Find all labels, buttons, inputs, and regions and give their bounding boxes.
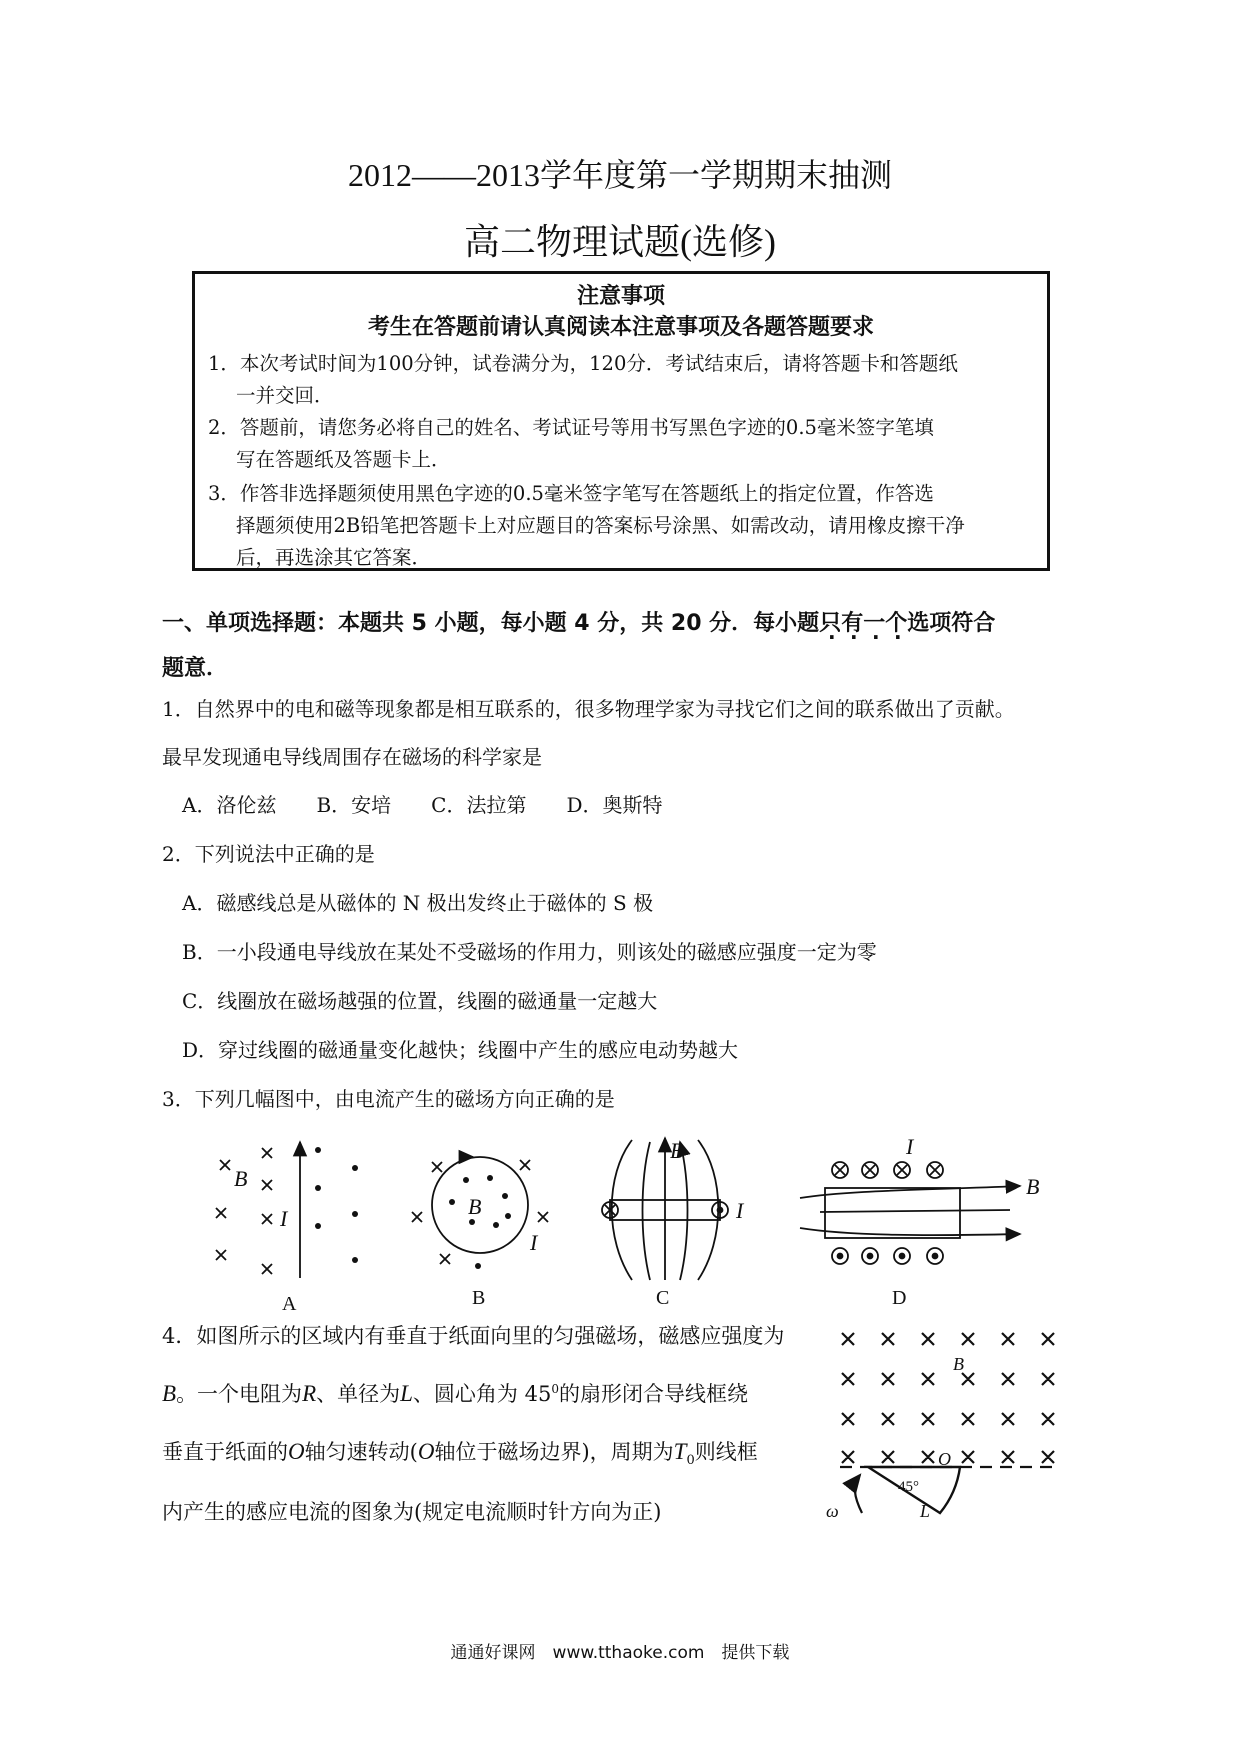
notice-subheading: 考生在答题前请认真阅读本注意事项及各题答题要求 — [367, 315, 874, 340]
question-4-line1: 4．如图所示的区域内有垂直于纸面向里的匀强磁场，磁感应强度为 — [162, 1324, 785, 1348]
exam-title: 2012——2013学年度第一学期期末抽测 — [347, 157, 892, 193]
notice-line: 择题须使用2B铅笔把答题卡上对应题目的答案标号涂黑、如需改动，请用橡皮擦干净 — [236, 514, 965, 537]
question-1-line2: 最早发现通电导线周围存在磁场的科学家是 — [162, 745, 542, 769]
question-1-options: A．洛伦兹 B．安培 C．法拉第 D．奥斯特 — [182, 793, 663, 817]
question-4-figure — [820, 1325, 1070, 1525]
question-2-option-c: C．线圈放在磁场越强的位置，线圈的磁通量一定越大 — [182, 989, 658, 1013]
svg-text:B: B — [1026, 1174, 1040, 1199]
figure-label-d: D — [892, 1287, 907, 1309]
question-2-option-b: B．一小段通电导线放在某处不受磁场的作用力，则该处的磁感应强度一定为零 — [182, 940, 877, 964]
question-1-line1: 1．自然界中的电和磁等现象都是相互联系的，很多物理学家为寻找它们之间的联系做出了贡献。 — [162, 697, 1015, 721]
notice-line: 写在答题纸及答题卡上． — [236, 448, 451, 471]
svg-text:I: I — [736, 1198, 744, 1223]
symbol-o: O — [938, 1449, 951, 1469]
figure-c — [602, 1138, 745, 1280]
symbol-omega: ω — [826, 1501, 839, 1521]
question-3-stem: 3．下列几幅图中，由电流产生的磁场方向正确的是 — [162, 1087, 615, 1111]
svg-text:I: I — [530, 1230, 538, 1255]
footer-text: 通通好课网 www.tthaoke.com 提供下载 — [450, 1643, 790, 1663]
question-2-stem: 2．下列说法中正确的是 — [162, 842, 375, 866]
symbol-i: I — [280, 1206, 288, 1231]
question-2-option-d: D．穿过线圈的磁通量变化越快；线圈中产生的感应电动势越大 — [182, 1038, 739, 1062]
figure-a — [216, 1142, 358, 1278]
notice-line: 2．答题前，请您务必将自己的姓名、考试证号等用书写黑色字迹的0.5毫米签字笔填 — [208, 416, 934, 439]
emphasis-dots: 只有一个 — [819, 611, 908, 636]
angle-label: 45° — [898, 1479, 919, 1495]
notice-heading: 注意事项 — [576, 284, 665, 309]
figure-label-b: B — [472, 1287, 486, 1309]
svg-text:B: B — [670, 1138, 684, 1163]
section-heading-cont: 题意． — [162, 656, 229, 681]
question-3-figures — [190, 1130, 1070, 1320]
notice-line: 一并交回． — [236, 384, 334, 407]
figure-label-c: C — [656, 1287, 670, 1309]
symbol-b: B — [953, 1354, 964, 1374]
question-4-line4: 内产生的感应电流的图象为(规定电流顺时针方向为正) — [162, 1500, 662, 1524]
notice-line: 1．本次考试时间为100分钟，试卷满分为，120分．考试结束后，请将答题卡和答题纸 — [208, 352, 958, 375]
exam-subtitle: 高二物理试题(选修) — [464, 222, 776, 262]
symbol-b: B — [234, 1166, 248, 1191]
question-4-line2: B。一个电阻为R、单径为L、圆心角为 $45^0$的扇形闭合导线框绕 — [162, 1381, 748, 1406]
symbol-l: L — [920, 1501, 931, 1521]
notice-line: 后，再选涂其它答案． — [236, 546, 432, 569]
section-heading: 一、单项选择题：本题共 5 小题，每小题 4 分，共 20 分．每小题只有一个选项符合 — [162, 611, 996, 636]
question-2-option-a: A．磁感线总是从磁体的 N 极出发终止于磁体的 S 极 — [182, 891, 654, 915]
question-4-line3: 垂直于纸面的O轴匀速转动(O轴位于磁场边界)，周期为$T_0$则线框 — [162, 1439, 758, 1469]
svg-text:B: B — [468, 1194, 482, 1219]
figure-label-a: A — [282, 1293, 297, 1315]
notice-line: 3．作答非选择题须使用黑色字迹的0.5毫米签字笔写在答题纸上的指定位置，作答选 — [208, 482, 934, 505]
figure-d — [800, 1134, 1039, 1264]
figure-b — [412, 1157, 548, 1269]
svg-text:I: I — [906, 1134, 914, 1159]
